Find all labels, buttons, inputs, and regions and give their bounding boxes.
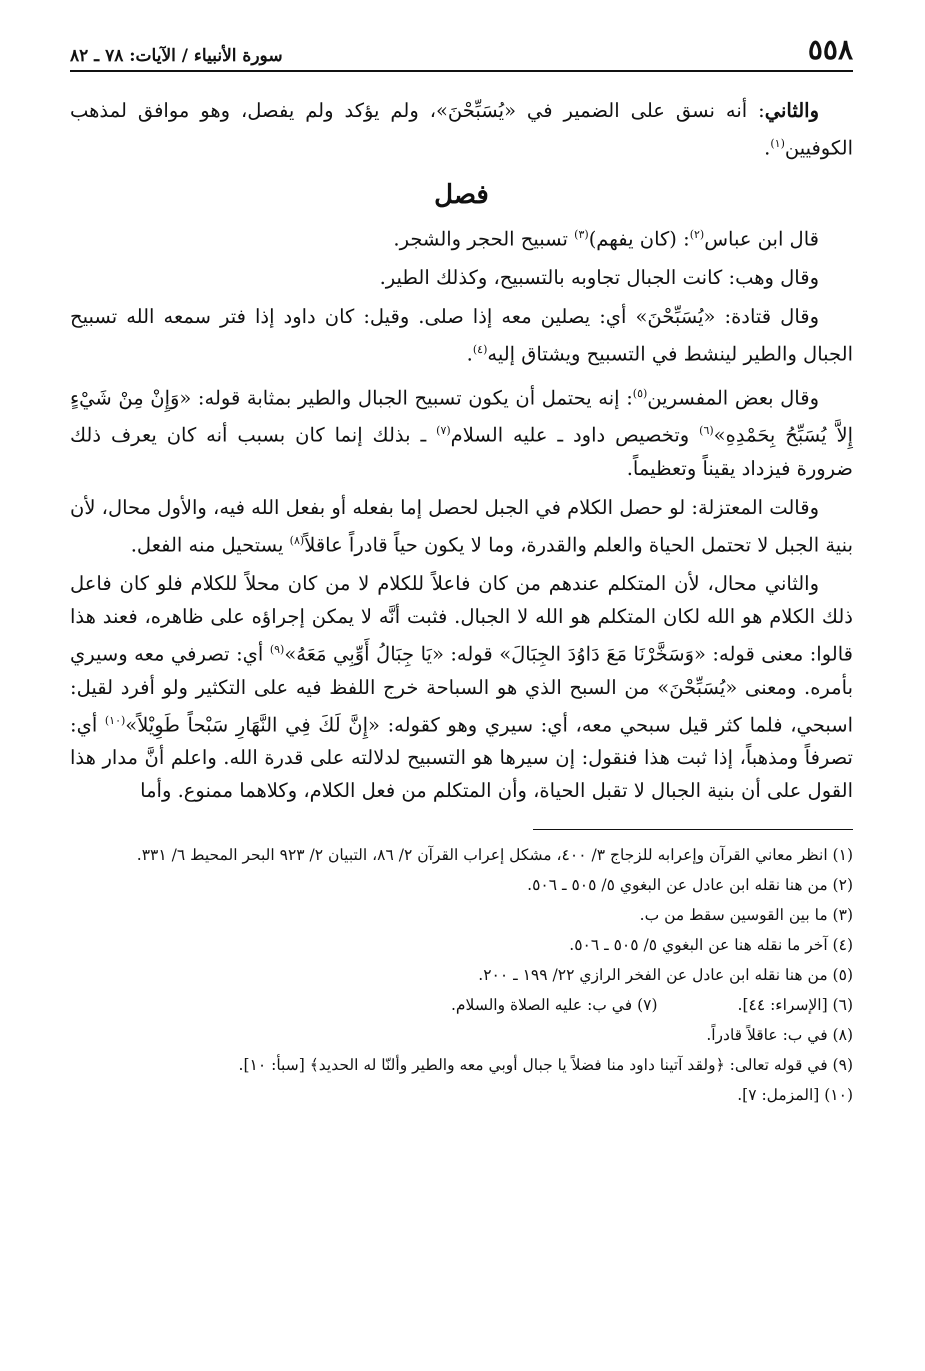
footnote-8: (٨) في ب: عاقلاً قادراً. (706, 1026, 853, 1044)
paragraph-1 (70, 94, 853, 165)
paragraph-7-b: أي: تصرفي معه وسيري بأمره. ومعنى «يُسَبِّحْنَ» من السبح الذي هو السباحة خرج اللفظ فيه على التكثير ولو أفرد لقيل: اسبحي، فلما كثر قيل سبحي معه، أي: سيري وهو كقوله: «إِنَّ لَكَ فِي النَّهَارِ سَبْحاً طَوِيْلاً» (70, 642, 853, 736)
page (70, 30, 853, 1110)
footnote-ref-9: (٩) (269, 643, 285, 656)
paragraph-1-text: : أنه نسق على الضمير في «يُسَبِّحْنَ»، ولم يؤكد ولم يفصل، وهو موافق لمذهب الكوفيين (70, 99, 853, 160)
footnote-3: (٣) ما بين القوسين سقط من ب. (639, 906, 853, 924)
paragraph-7-c: أي: تصرفاً ومذهباً، إذا ثبت هذا فنقول: إن سيرها هو التسبيح لدلالته على قدرة الله. واعلم أنَّ مدار هذا القول على أن بنية الجبال لا تقبل الحياة، وأن المتكلم من فعل الكلام، وكلاهما ممنوع. وأما (70, 713, 853, 802)
footnote-ref-1: (١) (770, 137, 785, 150)
paragraph-4-a: وقال قتادة: «يُسَبِّحْنَ» أي: يصلين معه إذا صلى. وقيل: كان داود إذا فتر سمعه الله تسبيح الجبال والطير لينشط في التسبيح ويشتاق إليه (70, 305, 853, 366)
footnote-ref-6: (٦) (699, 424, 714, 437)
paragraph-7-a: والثاني محال، لأن المتكلم عندهم من كان فاعلاً للكلام لا من كان محلاً للكلام فلو كان فاعل ذلك الكلام هو الله لكان المتكلم هو الله لا الجبال. فثبت أنَّه لا يمكن إجراؤه على ظاهره، فعند هذا قالوا: معنى قوله: «وَسَخَّرْنَا مَعَ دَاوُدَ الجِبَالَ» قوله: «يَا جِبَالُ أَوِّبِي مَعَهُ» (70, 572, 854, 666)
footnote-1: (١) انظر معاني القرآن وإعرابه للزجاج ٣/ ٤٠٠، مشكل إعراب القرآن ٢/ ٨٦، التبيان ٢/ ٩٢٣ البحر المحيط ٦/ ٣٣١. (136, 846, 853, 864)
footnotes (70, 840, 853, 1110)
paragraph-3: وقال وهب: كانت الجبال تجاوبه بالتسبيح، وكذلك الطير. (379, 266, 819, 289)
running-title: سورة الأنبياء / الآيات: ٧٨ ـ ٨٢ (70, 46, 283, 66)
footnote-ref-3: (٣) (574, 227, 589, 241)
paragraph-5-b: : إنه يحتمل أن يكون تسبيح الجبال والطير بمثابة قوله: «وَإِنْ مِنْ شَيْءٍ إِلاَّ يُسَبِّحُ بِحَمْدِهِ» (70, 386, 854, 447)
paragraph-4 (70, 300, 853, 371)
paragraph-2-c: تسبيح الحجر والشجر. (393, 227, 575, 250)
page-header (70, 30, 853, 72)
paragraph-6 (70, 491, 853, 562)
paragraph-4-b: . (466, 342, 473, 366)
page-number: ٥٥٨ (807, 33, 853, 66)
footnote-ref-10: (١٠) (104, 713, 126, 727)
footnote-ref-4: (٤) (472, 343, 488, 356)
paragraph-5 (70, 377, 853, 485)
paragraph-1-end: . (764, 136, 771, 160)
footnote-ref-8: (٨) (289, 533, 305, 547)
footnote-10: (١٠) [المزمل: ٧]. (737, 1086, 853, 1104)
footnote-ref-2: (٢) (689, 227, 705, 241)
footnote-ref-7: (٧) (436, 424, 451, 437)
footnote-6: (٦) [الإسراء: ٤٤]. (737, 996, 853, 1014)
body-text (70, 94, 853, 807)
footnote-divider (533, 829, 853, 830)
footnote-9: (٩) في قوله تعالى: ﴿ولقد آتينا داود منا فضلاً يا جبال أوبي معه والطير وألنّا له الحديد﴾ [سبأ: ١٠]. (238, 1056, 853, 1074)
paragraph-6-b: يستحيل منه الفعل. (130, 533, 290, 556)
section-heading: فصل (434, 179, 489, 210)
paragraph-5-a: وقال بعض المفسرين (647, 386, 819, 409)
paragraph-2-a: قال ابن عباس (704, 227, 819, 250)
paragraph-5-c: وتخصيص داود ـ عليه السلام (450, 423, 700, 447)
footnote-ref-5: (٥) (632, 386, 648, 400)
paragraph-1-lead: والثاني (764, 99, 819, 122)
paragraph-6-a: وقالت المعتزلة: لو حصل الكلام في الجبل لحصل إما بفعله أو بفعل الله فيه، والأول محال، لأن بنية الجبل لا تحتمل الحياة والعلم والقدرة، وما لا يكون حياً قادراً عاقلاً (70, 495, 853, 556)
paragraph-2-b: : (كان يفهم) (588, 227, 690, 250)
footnote-7: (٧) في ب: عليه الصلاة والسلام. (450, 996, 658, 1014)
paragraph-2 (70, 218, 853, 256)
footnote-row-6-7 (70, 990, 853, 1020)
paragraph-5-d: ـ بذلك إنما كان بسبب أنه كان يعرف ذلك ضرورة فيزداد يقيناً وتعظيماً. (70, 423, 853, 480)
footnote-4: (٤) آخر ما نقله هنا عن البغوي ٥/ ٥٠٥ ـ ٥٠٦. (569, 936, 853, 954)
footnote-5: (٥) من هنا نقله ابن عادل عن الفخر الرازي ٢٢/ ١٩٩ ـ ٢٠٠. (478, 966, 853, 984)
paragraph-7 (70, 567, 853, 807)
footnote-2: (٢) من هنا نقله ابن عادل عن البغوي ٥/ ٥٠٥ ـ ٥٠٦. (527, 876, 853, 894)
